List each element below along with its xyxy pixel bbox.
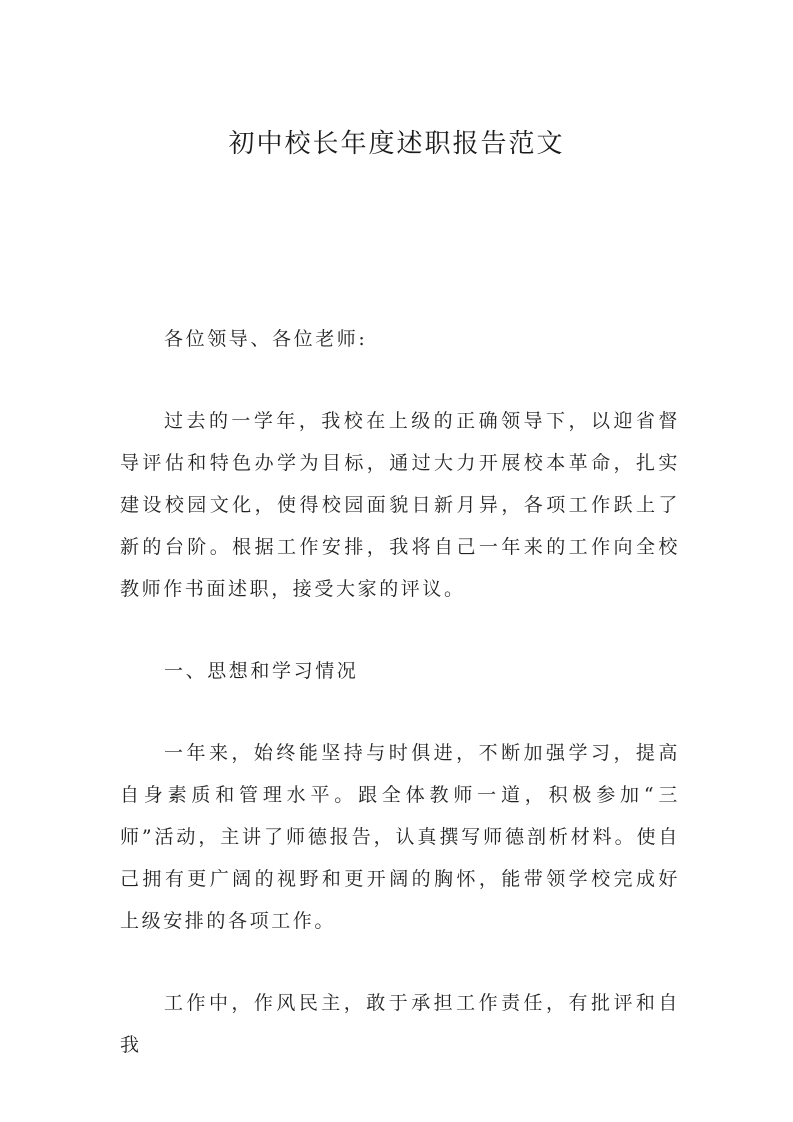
body-paragraph: 过去的一学年，我校在上级的正确领导下，以迎省督导评估和特色办学为目标，通过大力开展校本革命，扎实建设校园文化，使得校园面貌日新月异，各项工作跃上了新的台阶。根据工作安排，我将自己一年来的工作向全校教师作书面述职，接受大家的评议。 <box>120 410 680 600</box>
body-paragraph: 工作中，作风民主，敢于承担工作责任，有批评和自我 <box>120 992 680 1056</box>
document-body <box>120 318 680 1106</box>
document-title: 初中校长年度述职报告范文 <box>228 129 565 159</box>
salutation: 各位领导、各位老师: <box>164 328 368 350</box>
section-heading: 一、思想和学习情况 <box>164 660 359 682</box>
body-paragraph: 一年来，始终能坚持与时俱进，不断加强学习，提高自身素质和管理水平。跟全体教师一道，积极参加“三师”活动，主讲了师德报告，认真撰写师德剖析材料。使自己拥有更广阔的视野和更开阔的胸怀，能带领学校完成好上级安排的各项工作。 <box>120 742 680 932</box>
